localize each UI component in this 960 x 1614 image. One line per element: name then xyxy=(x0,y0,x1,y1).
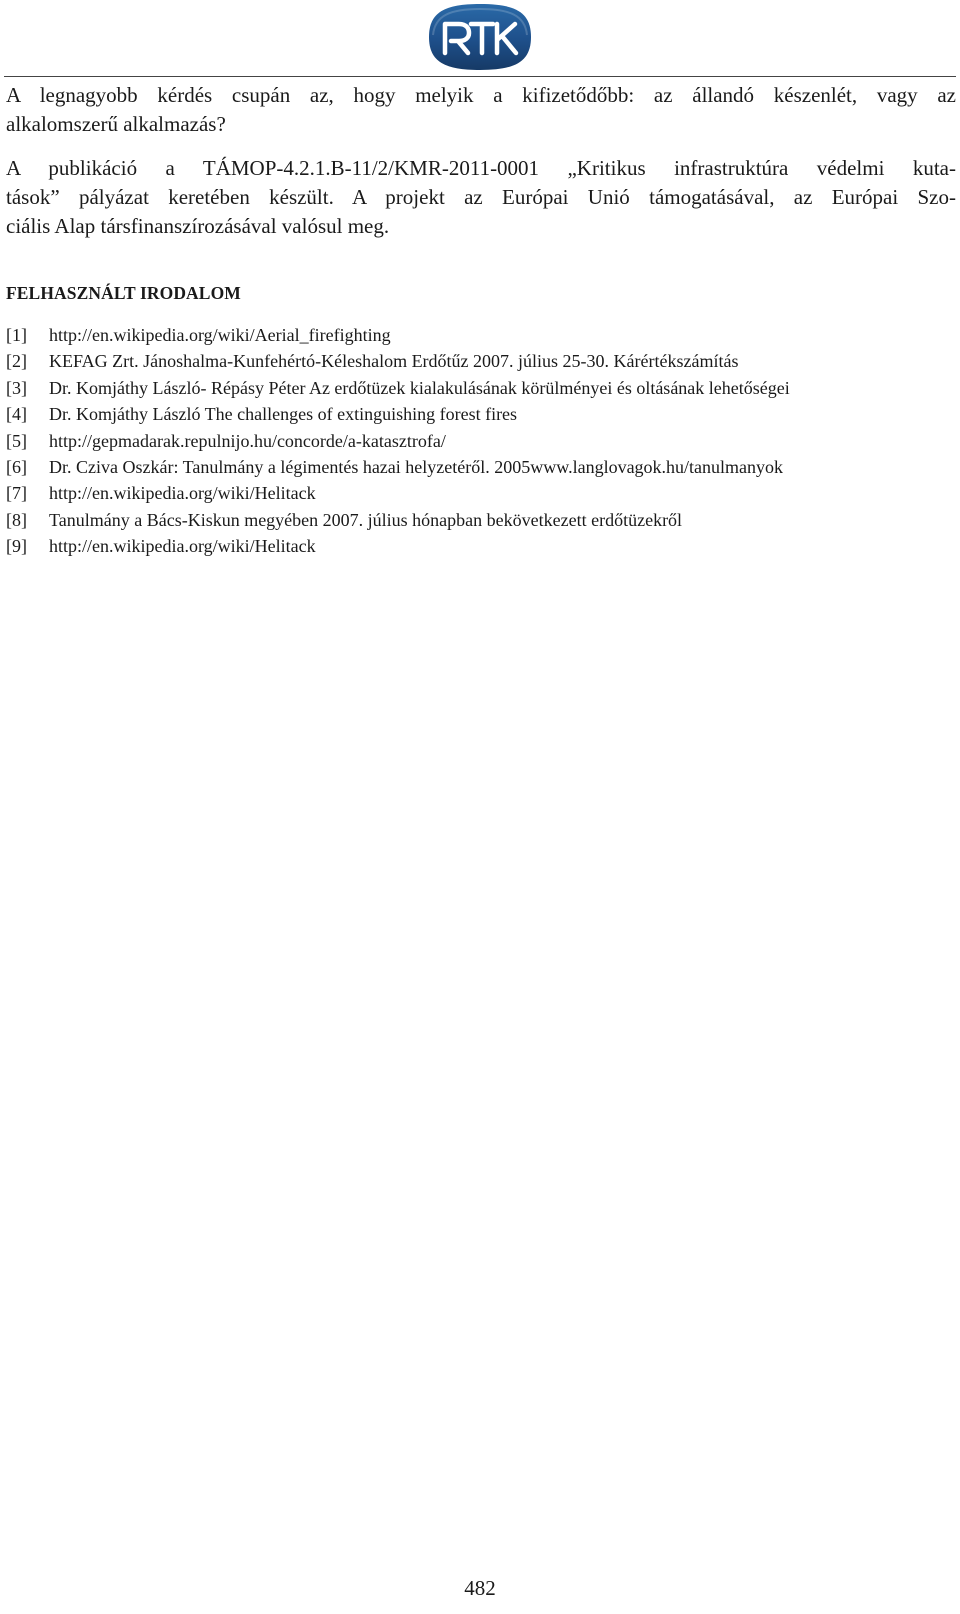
reference-number: [4] xyxy=(6,404,27,425)
reference-number: [1] xyxy=(6,325,27,345)
reference-item xyxy=(6,401,951,427)
paragraph-line: tások” pályázat keretében készült. A projekt az Európai Unió támogatásával, az Európai Szo- xyxy=(6,185,956,209)
reference-text: http://gepmadarak.repulnijo.hu/concorde/a-katasztrofa/ xyxy=(49,430,446,451)
reference-item xyxy=(6,454,951,480)
reference-list xyxy=(6,322,951,560)
reference-number: [3] xyxy=(6,377,27,398)
reference-number: [6] xyxy=(6,456,27,477)
reference-item xyxy=(6,348,951,374)
paragraph-conclusion xyxy=(6,81,956,139)
section-heading-references: FELHASZNÁLT IRODALOM xyxy=(6,283,241,303)
reference-item xyxy=(6,507,951,533)
reference-text: Tanulmány a Bács-Kiskun megyében 2007. július hónapban bekövetkezett erdőtüzekről xyxy=(49,509,683,530)
reference-text: Dr. Komjáthy László- Répásy Péter Az erdőtüzek kialakulásának körülményei és oltásának lehetőségei xyxy=(49,377,790,398)
reference-text: http://en.wikipedia.org/wiki/Helitack xyxy=(49,536,316,557)
reference-number: [2] xyxy=(6,351,27,372)
reference-text: KEFAG Zrt. Jánoshalma-Kunfehértó-Kéleshalom Erdőtűz 2007. július 25-30. Kárértékszámítás xyxy=(49,351,739,372)
reference-number: [8] xyxy=(6,509,27,530)
reference-text: http://en.wikipedia.org/wiki/Helitack xyxy=(49,483,316,504)
page-number: 482 xyxy=(464,1576,496,1600)
reference-item xyxy=(6,322,951,348)
rtk-logo xyxy=(423,2,537,72)
paragraph-line: A publikáció a TÁMOP-4.2.1.B-11/2/KMR-2011-0001 „Kritikus infrastruktúra védelmi kuta- xyxy=(6,156,956,180)
reference-number: [7] xyxy=(6,483,27,504)
paragraph-line: A legnagyobb kérdés csupán az, hogy melyik a kifizetődőbb: az állandó készenlét, vagy az xyxy=(6,83,956,107)
paragraph-funding-note xyxy=(6,154,956,241)
reference-item xyxy=(6,533,951,559)
reference-number: [5] xyxy=(6,430,27,451)
reference-number: [9] xyxy=(6,536,27,557)
reference-item xyxy=(6,375,951,401)
reference-item xyxy=(6,480,951,506)
reference-text: Dr. Komjáthy László The challenges of extinguishing forest fires xyxy=(49,404,518,425)
reference-text: Dr. Cziva Oszkár: Tanulmány a légimentés hazai helyzetéről. 2005www.langlovagok.hu/tanulmanyok xyxy=(49,456,784,477)
reference-item xyxy=(6,428,951,454)
header-rule xyxy=(4,76,956,77)
reference-text: http://en.wikipedia.org/wiki/Aerial_firefighting xyxy=(49,325,391,345)
paragraph-line: alkalomszerű alkalmazás? xyxy=(6,112,226,136)
paragraph-line: ciális Alap társfinanszírozásával valósul meg. xyxy=(6,214,390,238)
